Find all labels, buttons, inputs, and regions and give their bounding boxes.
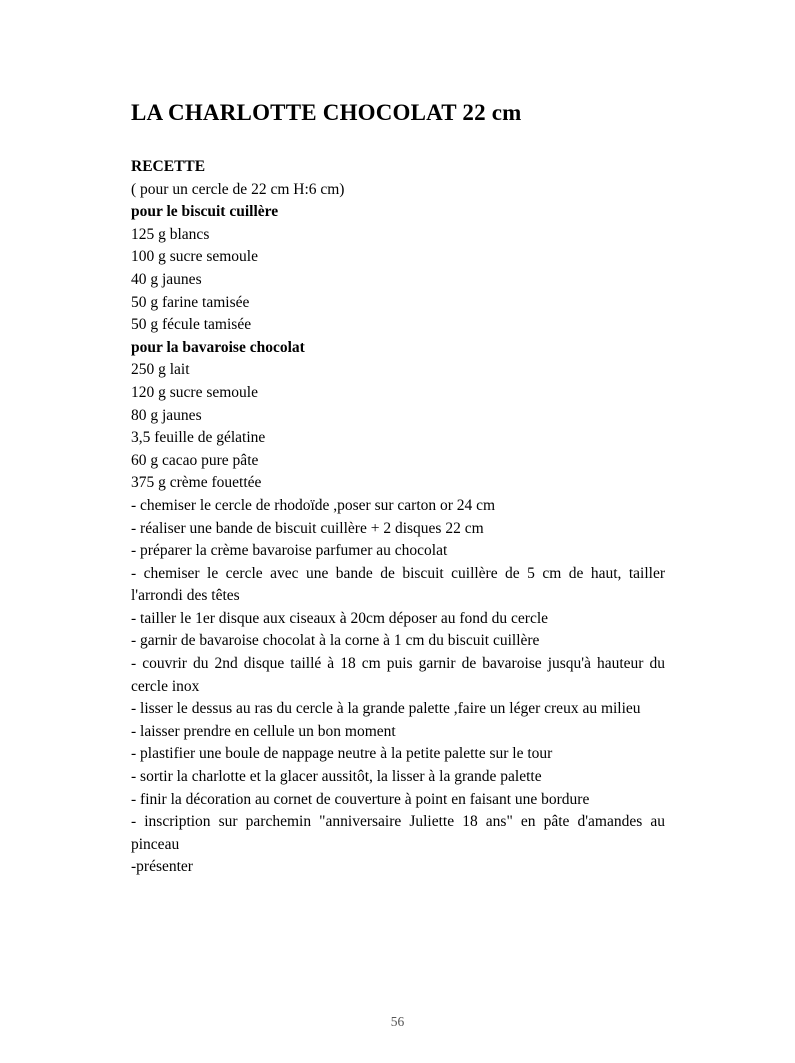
ingredient-line: 50 g farine tamisée: [131, 293, 250, 311]
ingredient-line: 125 g blancs: [131, 225, 210, 243]
recipe-step: - lisser le dessus au ras du cercle à la grande palette ,faire un léger creux au milieu: [131, 700, 641, 718]
document-content: [131, 100, 665, 879]
ingredient-line: 60 g cacao pure pâte: [131, 451, 259, 469]
page-number: 56: [390, 1014, 405, 1029]
recipe-step: -présenter: [131, 858, 193, 876]
ingredients-heading-biscuit: pour le biscuit cuillère: [131, 203, 279, 221]
ingredient-line: 375 g crème fouettée: [131, 474, 262, 492]
recipe-step: - réaliser une bande de biscuit cuillère + 2 disques 22 cm: [131, 519, 484, 537]
recipe-step: - sortir la charlotte et la glacer aussitôt, la lisser à la grande palette: [131, 768, 542, 786]
recipe-step: - garnir de bavaroise chocolat à la corne à 1 cm du biscuit cuillère: [131, 632, 540, 650]
ingredient-line: 40 g jaunes: [131, 270, 202, 288]
ingredient-line: 120 g sucre semoule: [131, 383, 258, 401]
ingredient-line: 80 g jaunes: [131, 406, 202, 424]
recipe-step: - tailler le 1er disque aux ciseaux à 20cm déposer au fond du cercle: [131, 609, 549, 627]
recipe-step: - préparer la crème bavaroise parfumer au chocolat: [131, 542, 448, 560]
recipe-step: - couvrir du 2nd disque taillé à 18 cm puis garnir de bavaroise jusqu'à hauteur du cercle inox: [131, 655, 665, 695]
ingredient-line: 100 g sucre semoule: [131, 248, 258, 266]
ingredient-line: 50 g fécule tamisée: [131, 316, 252, 334]
recipe-step: - finir la décoration au cornet de couverture à point en faisant une bordure: [131, 790, 590, 808]
recipe-subtitle: ( pour un cercle de 22 cm H:6 cm): [131, 180, 345, 198]
recipe-step: - inscription sur parchemin "anniversaire Juliette 18 ans" en pâte d'amandes au pinceau: [131, 813, 665, 853]
ingredient-line: 250 g lait: [131, 361, 190, 379]
recipe-step: - plastifier une boule de nappage neutre à la petite palette sur le tour: [131, 745, 553, 763]
ingredients-heading-bavaroise: pour la bavaroise chocolat: [131, 338, 305, 356]
page-title: LA CHARLOTTE CHOCOLAT 22 cm: [131, 100, 522, 125]
recipe-step: - chemiser le cercle de rhodoïde ,poser sur carton or 24 cm: [131, 496, 496, 514]
recipe-step: - laisser prendre en cellule un bon moment: [131, 722, 396, 740]
ingredient-line: 3,5 feuille de gélatine: [131, 429, 266, 447]
recipe-step: - chemiser le cercle avec une bande de biscuit cuillère de 5 cm de haut, tailler l'arrondi des têtes: [131, 564, 665, 605]
recipe-heading: RECETTE: [131, 158, 206, 175]
